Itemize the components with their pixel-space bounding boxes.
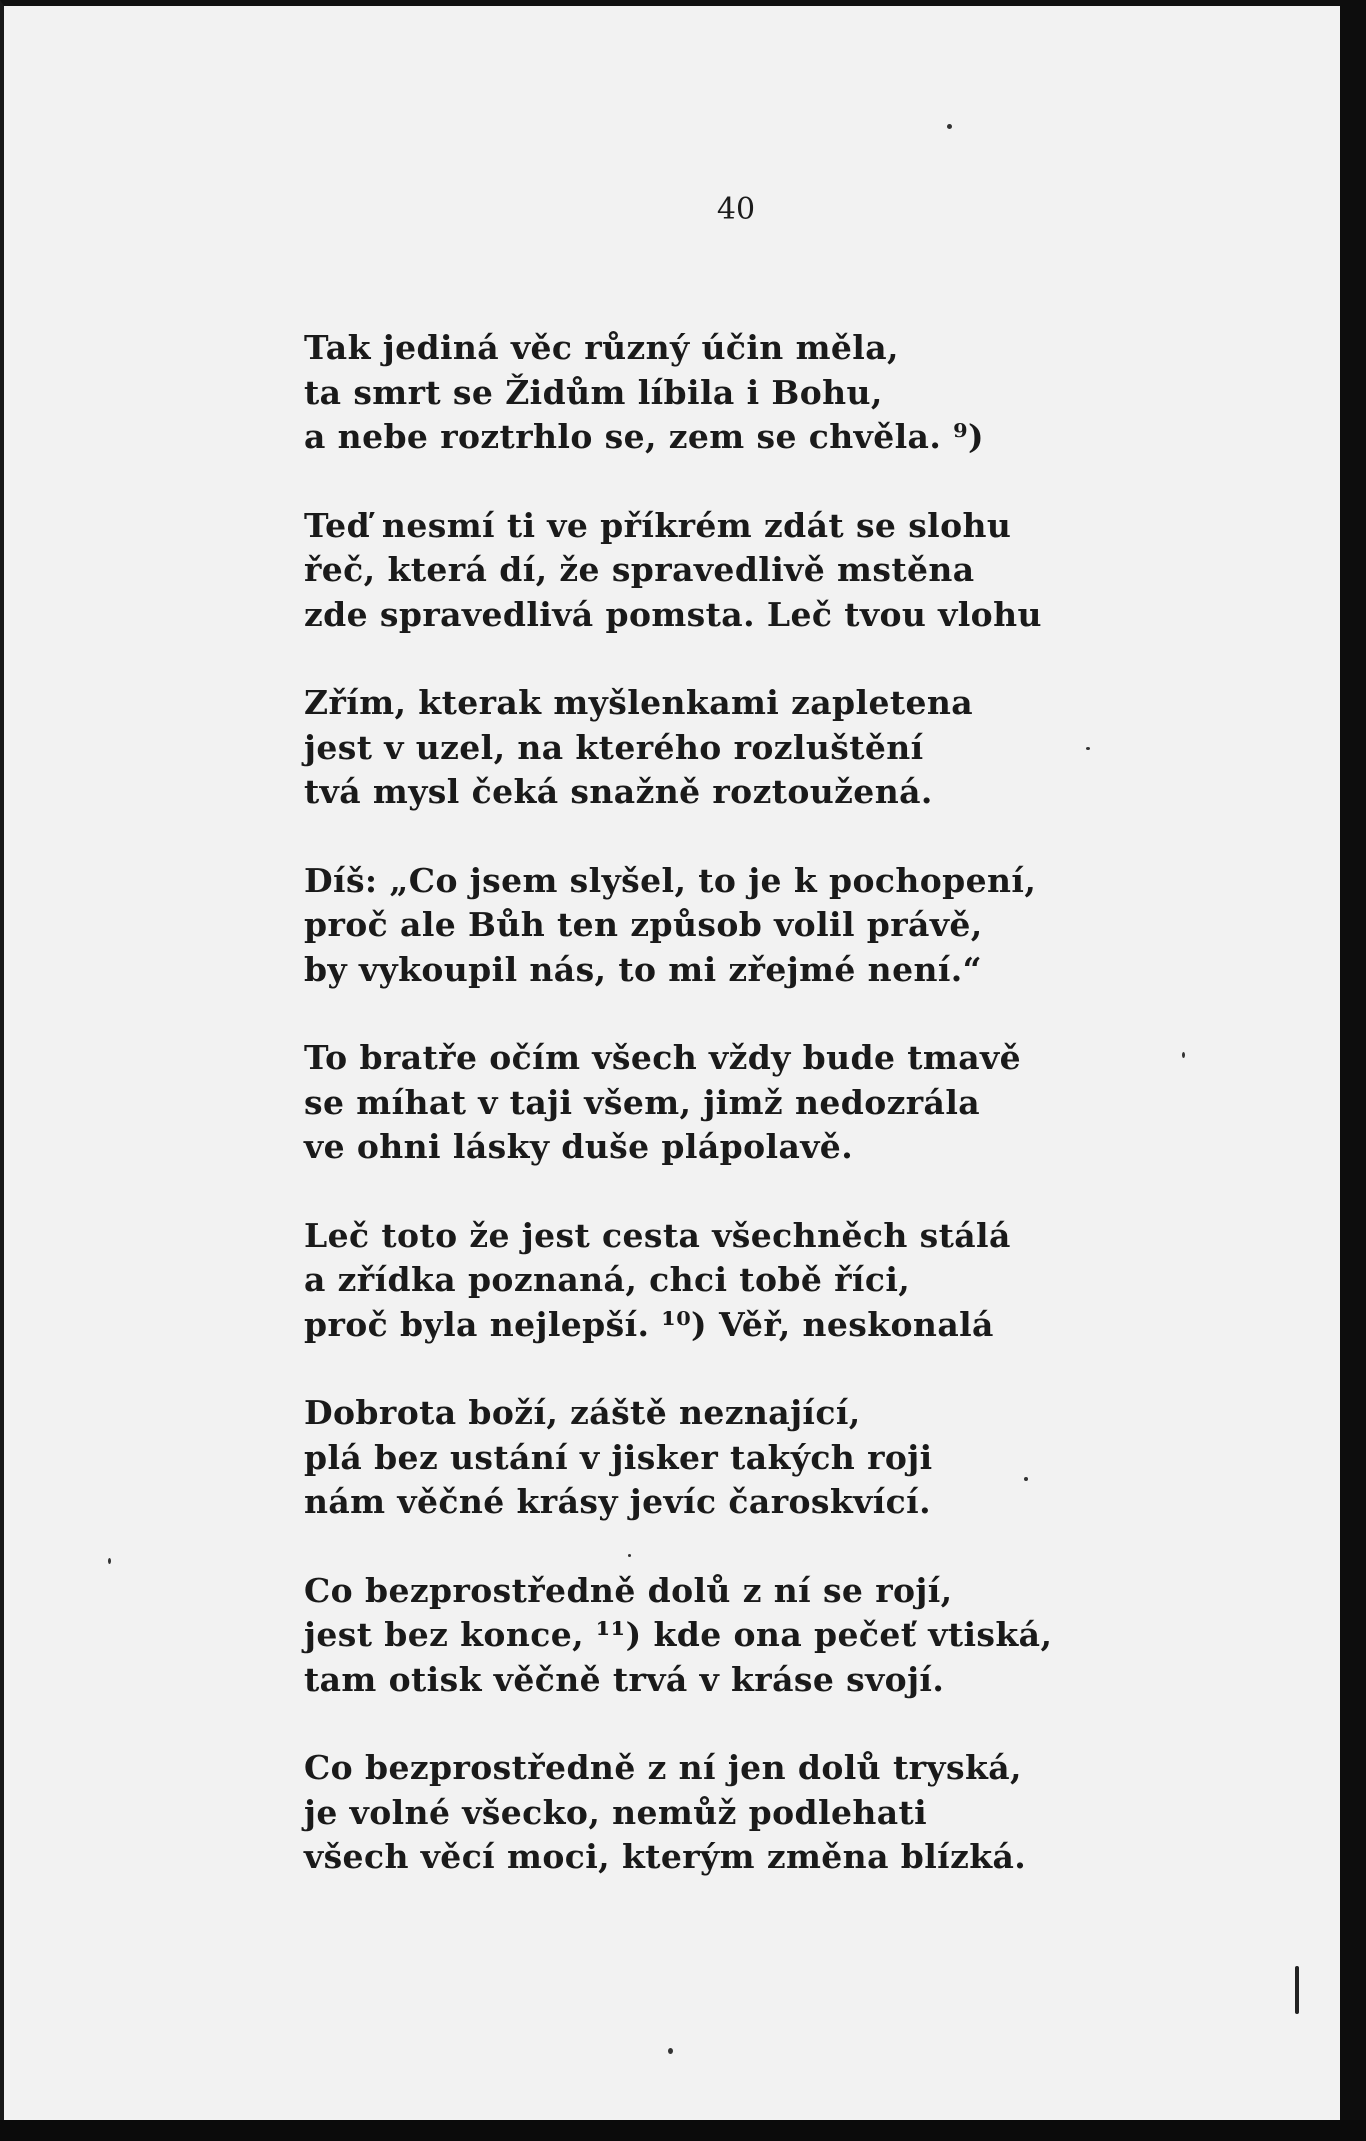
verse-line: řeč, která dí, že spravedlivě mstěna — [304, 550, 975, 589]
stanza-1 — [304, 326, 1304, 460]
stanza-6 — [304, 1214, 1304, 1348]
verse-line: by vykoupil nás, to mi zřejmé není.“ — [304, 949, 983, 989]
scan-speck — [668, 2048, 673, 2054]
verse-line: všech věcí moci, kterým změna blízká. — [304, 1837, 1027, 1876]
scan-edge — [1340, 0, 1366, 2141]
verse-line: jest v uzel, na kterého rozluštění — [304, 727, 924, 767]
verse-line: tvá mysl čeká snažně roztoužená. — [304, 772, 933, 811]
scan-speck — [1086, 747, 1090, 750]
verse-line: se míhat v taji všem, jimž nedozrála — [304, 1082, 981, 1122]
stanza-5 — [304, 1036, 1304, 1170]
verse-line: nám věčné krásy jevíc čaroskvící. — [304, 1482, 931, 1521]
verse-line: Leč toto že jest cesta všechněch stálá — [304, 1215, 1011, 1255]
stanza-8 — [304, 1569, 1304, 1703]
verse-line: Dobrota boží, záště neznající, — [304, 1393, 861, 1432]
verse-line: ve ohni lásky duše plápolavě. — [304, 1127, 854, 1166]
stanza-4 — [304, 859, 1304, 993]
verse-line: jest bez konce, ¹¹) kde ona pečeť vtiská, — [304, 1615, 1053, 1654]
verse-line: Teď nesmí ti ve příkrém zdát se slohu — [304, 505, 1012, 545]
verse-line: Díš: „Co jsem slyšel, to je k pochopení, — [304, 860, 1037, 900]
scan-speck — [1295, 1966, 1299, 2014]
verse-line: proč ale Bůh ten způsob volil právě, — [304, 905, 983, 944]
verse-line: proč byla nejlepší. ¹⁰) Věř, neskonalá — [304, 1304, 994, 1344]
poem-text — [304, 326, 1304, 1924]
stanza-7 — [304, 1391, 1304, 1525]
stanza-9 — [304, 1746, 1304, 1880]
verse-line: To bratře očím všech vždy bude tmavě — [304, 1038, 1021, 1077]
scan-edge-bottom — [0, 2120, 1366, 2141]
verse-line: a zřídka poznaná, chci tobě říci, — [304, 1260, 911, 1299]
verse-line: Zřím, kterak myšlenkami zapletena — [304, 683, 974, 722]
page-number: 40 — [716, 192, 756, 227]
scan-speck — [628, 1554, 631, 1557]
verse-line: Co bezprostředně z ní jen dolů tryská, — [304, 1748, 1022, 1787]
scan-speck — [108, 1558, 111, 1564]
verse-line: a nebe roztrhlo se, zem se chvěla. ⁹) — [304, 417, 984, 456]
scan-speck — [1182, 1052, 1185, 1058]
verse-line: je volné všecko, nemůž podlehati — [304, 1792, 928, 1832]
stanza-3 — [304, 681, 1304, 815]
verse-line: Tak jediná věc různý účin měla, — [304, 328, 899, 367]
scan-speck — [1024, 1477, 1028, 1481]
scan-speck — [947, 124, 952, 129]
verse-line: zde spravedlivá pomsta. Leč tvou vlohu — [304, 594, 1042, 634]
verse-line: Co bezprostředně dolů z ní se rojí, — [304, 1570, 953, 1610]
verse-line: ta smrt se Židům líbila i Bohu, — [304, 372, 883, 412]
stanza-2 — [304, 504, 1304, 638]
verse-line: plá bez ustání v jisker takých roji — [304, 1437, 933, 1477]
verse-line: tam otisk věčně trvá v kráse svojí. — [304, 1659, 945, 1699]
